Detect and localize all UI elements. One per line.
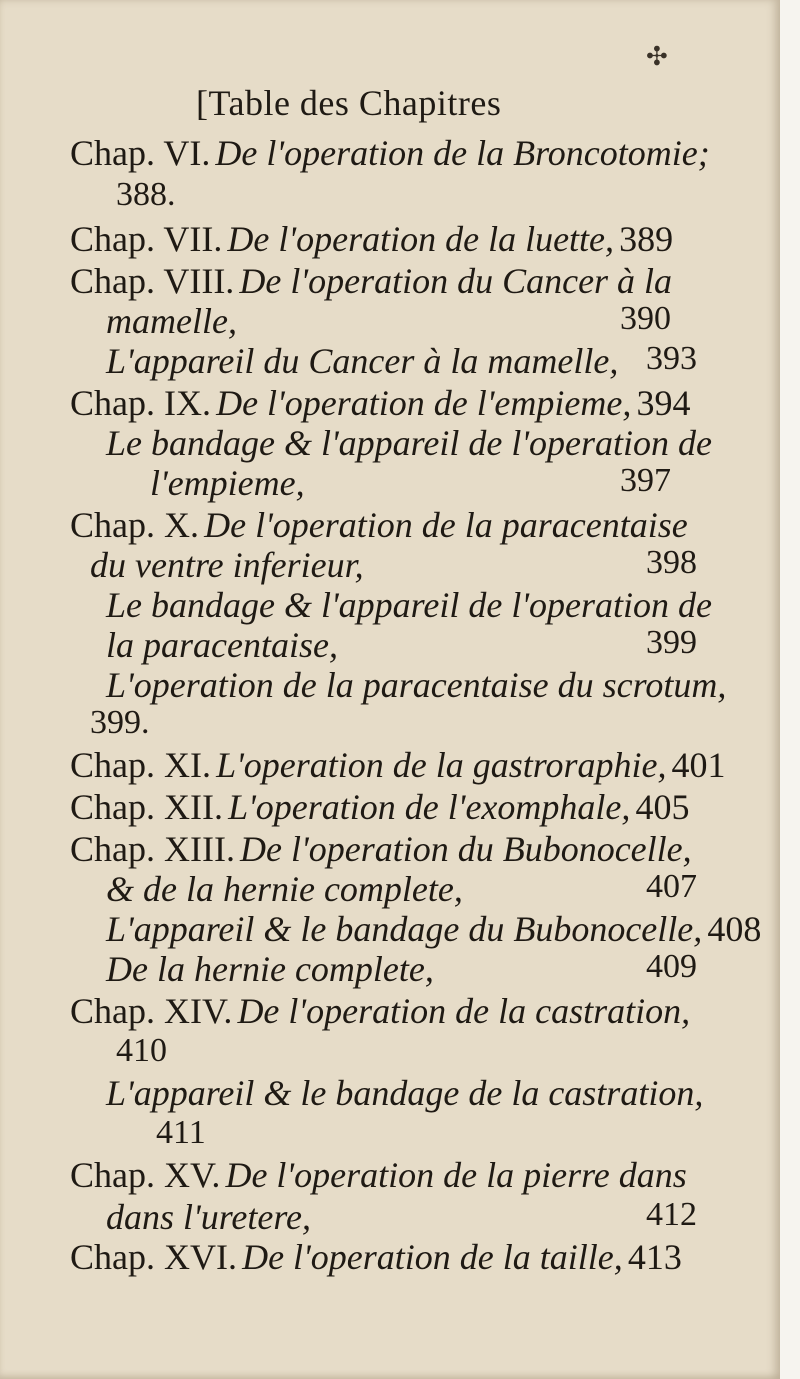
chapter-label: Chap. IX.: [70, 383, 211, 423]
toc-entry-chap-xv: [70, 1154, 687, 1196]
chapter-title: De l'operation de la luette,: [227, 219, 615, 259]
page-number: 398: [646, 544, 697, 581]
toc-subentry: [106, 908, 761, 950]
subentry-title: L'appareil & le bandage du Bubonocelle,: [106, 909, 703, 949]
toc-entry-chap-x: [70, 504, 688, 546]
toc-entry-chap-xiv: [70, 990, 690, 1032]
chapter-label: Chap. VI.: [70, 133, 211, 173]
toc-subentry: L'operation de la paracentaise du scrotum,: [106, 665, 727, 705]
page-number: 388.: [116, 176, 176, 213]
page-number: 393: [646, 340, 697, 377]
chapter-title: L'operation de l'exomphale,: [228, 787, 631, 827]
toc-entry-chap-xvi: [70, 1236, 682, 1278]
toc-subentry: Le bandage & l'appareil de l'operation de: [106, 585, 712, 625]
chapter-title: De l'operation du Bubonocelle,: [240, 829, 692, 869]
running-header: [Table des Chapitres: [196, 83, 502, 123]
toc-entry-chap-vi: [70, 132, 710, 174]
page-number: 394: [636, 383, 691, 423]
page-number: 399: [646, 624, 697, 661]
chapter-label: Chap. XIV.: [70, 991, 233, 1031]
toc-entry-chap-xi: [70, 744, 726, 786]
chapter-title: De l'operation du Cancer à la: [239, 261, 673, 301]
page-number: 408: [707, 909, 762, 949]
toc-entry-chap-ix: [70, 382, 690, 424]
page-number: 407: [646, 868, 697, 905]
chapter-title: L'operation de la gastroraphie,: [216, 745, 667, 785]
chapter-label: Chap. VIII.: [70, 261, 235, 301]
chapter-label: Chap. XV.: [70, 1155, 221, 1195]
scan-margin: [780, 0, 800, 1379]
toc-subentry-continued: l'empieme,: [150, 463, 305, 503]
toc-subentry: De la hernie complete,: [106, 949, 434, 989]
page-number: 390: [620, 300, 671, 337]
chapter-label: Chap. VII.: [70, 219, 223, 259]
page-number: 405: [635, 787, 690, 827]
chapter-label: Chap. XI.: [70, 745, 211, 785]
toc-entry-chap-vii: [70, 218, 673, 260]
page-number: 412: [646, 1196, 697, 1233]
chapter-title-continued: & de la hernie complete,: [106, 869, 463, 909]
page-number: 409: [646, 948, 697, 985]
chapter-label: Chap. XIII.: [70, 829, 235, 869]
page-number: 399.: [90, 704, 150, 741]
chapter-title: De l'operation de la taille,: [242, 1237, 623, 1277]
toc-entry-chap-xiii: [70, 828, 692, 870]
chapter-label: Chap. X.: [70, 505, 199, 545]
page-number: 410: [116, 1032, 167, 1069]
toc-entry-chap-viii: [70, 260, 672, 302]
chapter-title: De l'operation de la paracentaise: [204, 505, 688, 545]
toc-subentry-continued: la paracentaise,: [106, 625, 338, 665]
toc-subentry: L'appareil du Cancer à la mamelle,: [106, 341, 619, 381]
chapter-label: Chap. XII.: [70, 787, 223, 827]
chapter-title-continued: du ventre inferieur,: [90, 545, 364, 585]
chapter-title-continued: mamelle,: [106, 301, 237, 341]
page-number: 389: [619, 219, 674, 259]
toc-subentry: L'appareil & le bandage de la castration,: [106, 1073, 704, 1113]
ornament-icon: ✣: [646, 42, 668, 72]
chapter-title-continued: dans l'uretere,: [106, 1197, 311, 1237]
toc-entry-chap-xii: [70, 786, 689, 828]
page-number: 413: [627, 1237, 682, 1277]
chapter-title: De l'operation de la pierre dans: [225, 1155, 687, 1195]
page-number: 411: [156, 1114, 206, 1151]
page-number: 401: [671, 745, 726, 785]
chapter-label: Chap. XVI.: [70, 1237, 237, 1277]
chapter-title: De l'operation de la castration,: [237, 991, 691, 1031]
chapter-title: De l'operation de l'empieme,: [216, 383, 632, 423]
chapter-title: De l'operation de la Broncotomie;: [215, 133, 710, 173]
toc-subentry: Le bandage & l'appareil de l'operation de: [106, 423, 712, 463]
page-number: 397: [620, 462, 671, 499]
